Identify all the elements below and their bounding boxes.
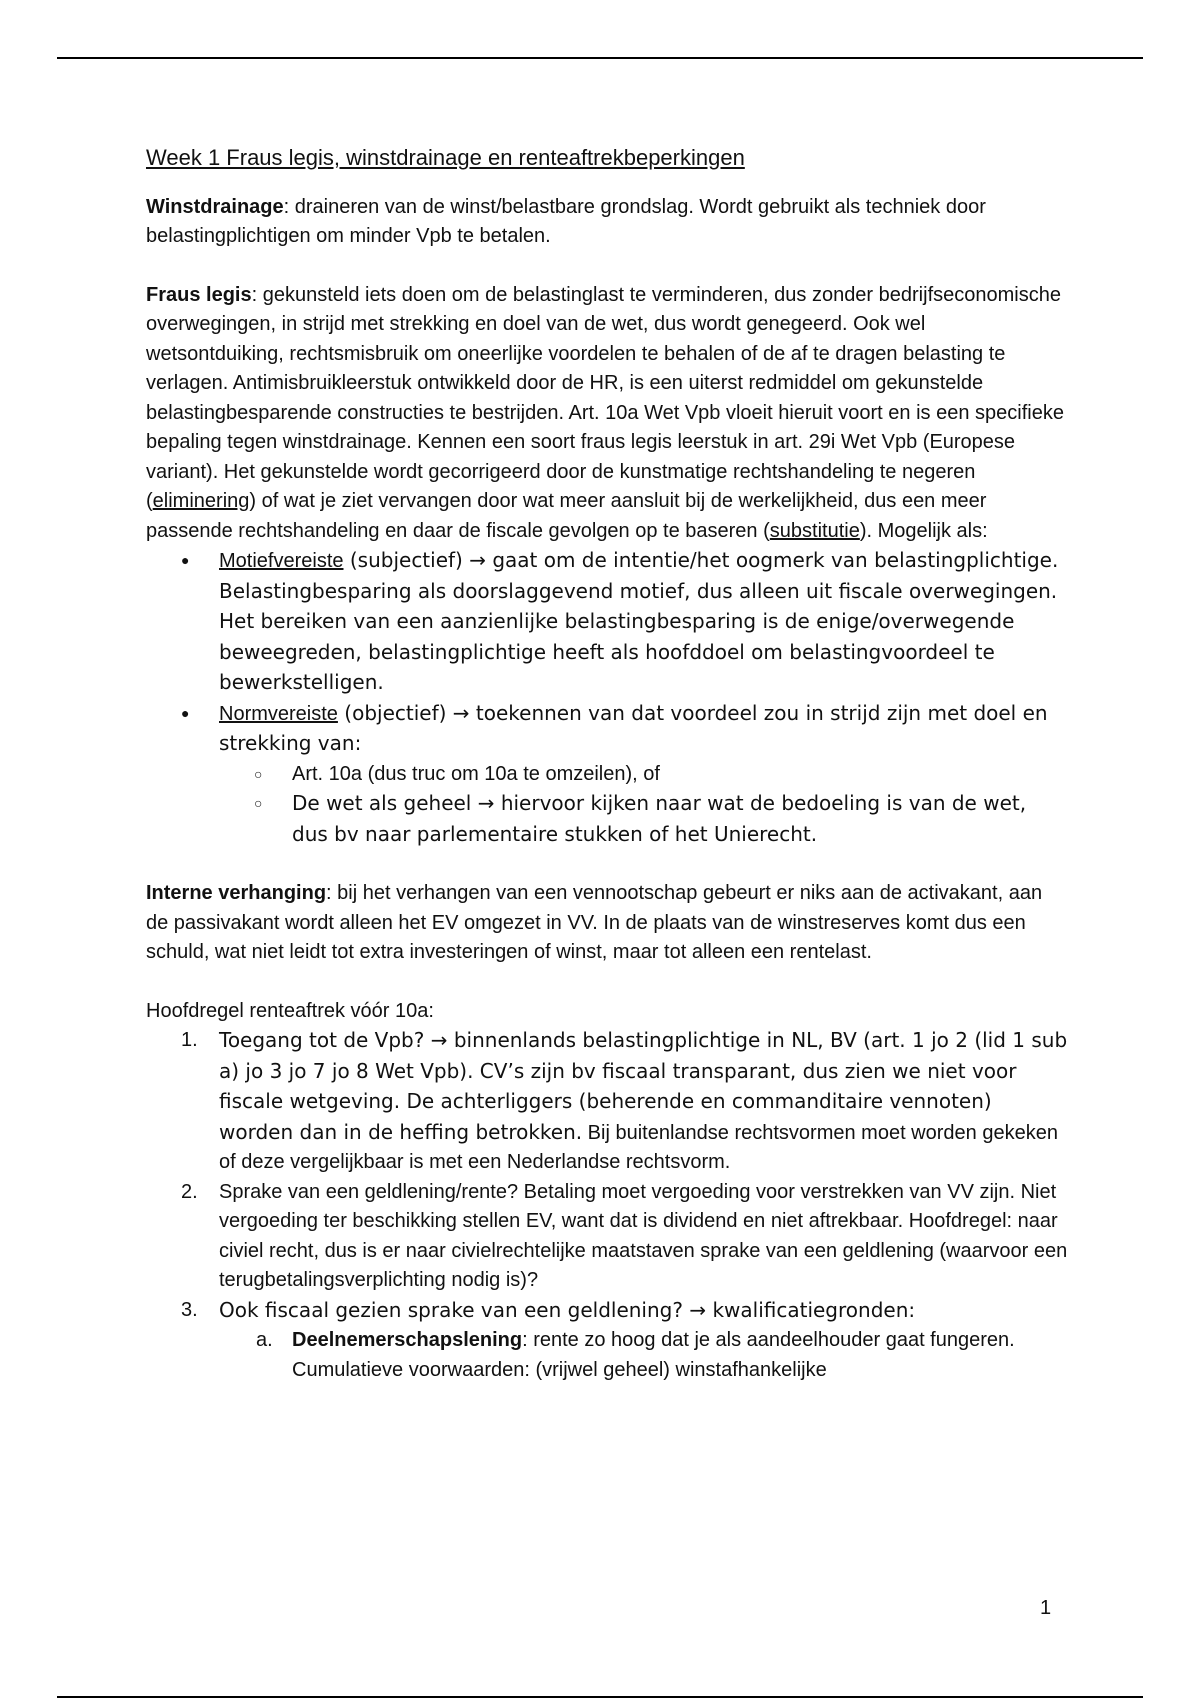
interne-verhanging-text: : bij het verhangen van een vennootschap gebeurt er niks aan de activakant, aan de passivakant wordt alleen het EV omgezet in VV. In de plaats van de winstreserves komt dus een schuld, wat niet leidt tot extra investeringen of winst, maar tot alleen een rentelast. <box>146 882 1043 963</box>
header-rule <box>57 57 1143 59</box>
list-item-1 <box>146 1026 1068 1178</box>
term-motiefvereiste: Motiefvereiste <box>219 550 344 572</box>
term-normvereiste: Normvereiste <box>219 702 338 725</box>
list-number: 3. <box>181 1298 198 1321</box>
term-substitutie: substitutie <box>769 519 860 542</box>
list-item-2 <box>146 1178 1068 1296</box>
list-number: 2. <box>181 1180 198 1203</box>
list-item-normvereiste <box>146 699 1068 851</box>
term-eliminering: eliminering <box>152 490 250 512</box>
paragraph-fraus-legis <box>146 281 1068 547</box>
fraus-text-1: : gekunsteld iets doen om de belastinglast te verminderen, dus zonder bedrijfseconomische overwegingen, in strijd met strekking en doel van de wet, dus wordt genegeerd. Ook wel wetsontduiking, rechtsmisbruik om oneerlijke voordelen te behalen of de af te dragen belasting te verlagen. Antimisbruikleerstuk ontwikkeld door de HR, is een uiterst redmiddel om gekunstelde belastingbesparende constructies te bestrijden. Art. 10a Wet Vpb vloeit hieruit voort en is een specifieke bepaling tegen winstdrainage. Kennen een soort fraus legis leerstuk in art. 29i Wet Vpb (Europese variant). Het gekunstelde wordt gecorrigeerd door de kunstmatige rechtshandeling te negeren ( <box>146 283 1064 512</box>
item-1-text-a: Toegang tot de Vpb? → binnenlands belastingplichtige in NL, BV (art. 1 jo 2 (lid 1 sub a) jo 3 jo 7 jo 8 Wet Vpb). CV’s zijn bv fiscaal transparant, dus zien we niet voor fiscale wetgeving. De achterliggers (beherende en commanditaire vennoten) worden dan in de heffing betrokken. <box>219 1028 1068 1144</box>
page-title: Week 1 Fraus legis, winstdrainage en renteaftrekbeperkingen <box>146 145 745 170</box>
page-number: 1 <box>1040 1597 1052 1619</box>
list-item-a <box>219 1326 1068 1385</box>
item-1-text-b: Bij buitenlandse rechtsvormen moet worden gekeken of deze vergelijkbaar is met een Nederlandse rechtsvorm. <box>219 1121 1058 1173</box>
motiefvereiste-text: (subjectief) → gaat om de intentie/het oogmerk van belastingplichtige. Belastingbesparing als doorslaggevend motief, dus alleen uit fiscale overwegingen. Het bereiken van een aanzienlijke belastingbesparing is de enige/overwegende beweegreden, belastingplichtige heeft als hoofddoel om belastingvoordeel te bewerkstelligen. <box>219 548 1059 694</box>
term-winstdrainage: Winstdrainage <box>146 195 284 218</box>
hoofdregel-heading: Hoofdregel renteaftrek vóór 10a: <box>146 999 434 1022</box>
term-interne-verhanging: Interne verhanging <box>146 882 327 904</box>
term-deelnemerschapslening: Deelnemerschapslening <box>292 1329 523 1351</box>
list-item-motiefvereiste <box>146 546 1068 699</box>
normvereiste-sublist <box>219 760 1068 851</box>
footer-rule <box>57 1696 1143 1698</box>
deelnemerschapslening-text: : rente zo hoog dat je als aandeelhouder gaat fungeren. Cumulatieve voorwaarden: (vrijwel geheel) winstafhankelijke <box>292 1329 1015 1381</box>
document-page <box>146 143 1068 1385</box>
list-item-3 <box>146 1296 1068 1386</box>
sub-item-text: Art. 10a (dus truc om 10a te omzeilen), of <box>292 762 660 785</box>
paragraph-winstdrainage <box>146 193 1068 252</box>
paragraph-interne-verhanging <box>146 879 1068 968</box>
fraus-text-2: ) of wat je ziet vervangen door wat meer aansluit bij de werkelijkheid, dus een meer passende rechtshandeling en daar de fiscale gevolgen op te baseren ( <box>146 490 987 542</box>
requirements-list <box>146 546 1068 850</box>
item-2-text: Sprake van een geldlening/rente? Betaling moet vergoeding voor verstrekken van VV zijn. Niet vergoeding ter beschikking stellen EV, want dat is dividend en niet aftrekbaar. Hoofdregel: naar civiel recht, dus is er naar civielrechtelijke maatstaven sprake van een geldlening (waarvoor een terugbetalingsverplichting nodig is)? <box>219 1180 1068 1291</box>
hoofdregel-list <box>146 1026 1068 1385</box>
sub-item-text: De wet als geheel → hiervoor kijken naar wat de bedoeling is van de wet, dus bv naar parlementaire stukken of het Unierecht. <box>292 791 1027 846</box>
list-letter: a. <box>256 1329 273 1351</box>
normvereiste-text: (objectief) → toekennen van dat voordeel zou in strijd zijn met doel en strekking van: <box>219 700 1048 755</box>
item-3-text: Ook fiscaal gezien sprake van een geldlening? → kwalificatiegronden: <box>219 1297 916 1322</box>
term-fraus-legis: Fraus legis <box>146 283 252 306</box>
winstdrainage-text: : draineren van de winst/belastbare grondslag. Wordt gebruikt als techniek door belastingplichtigen om minder Vpb te betalen. <box>146 195 986 247</box>
kwalificatiegronden-list <box>219 1326 1068 1385</box>
list-item-art-10a <box>219 760 1068 790</box>
list-item-wet-als-geheel <box>219 789 1068 850</box>
list-number: 1. <box>181 1029 198 1051</box>
fraus-text-3: ). Mogelijk als: <box>859 519 988 542</box>
